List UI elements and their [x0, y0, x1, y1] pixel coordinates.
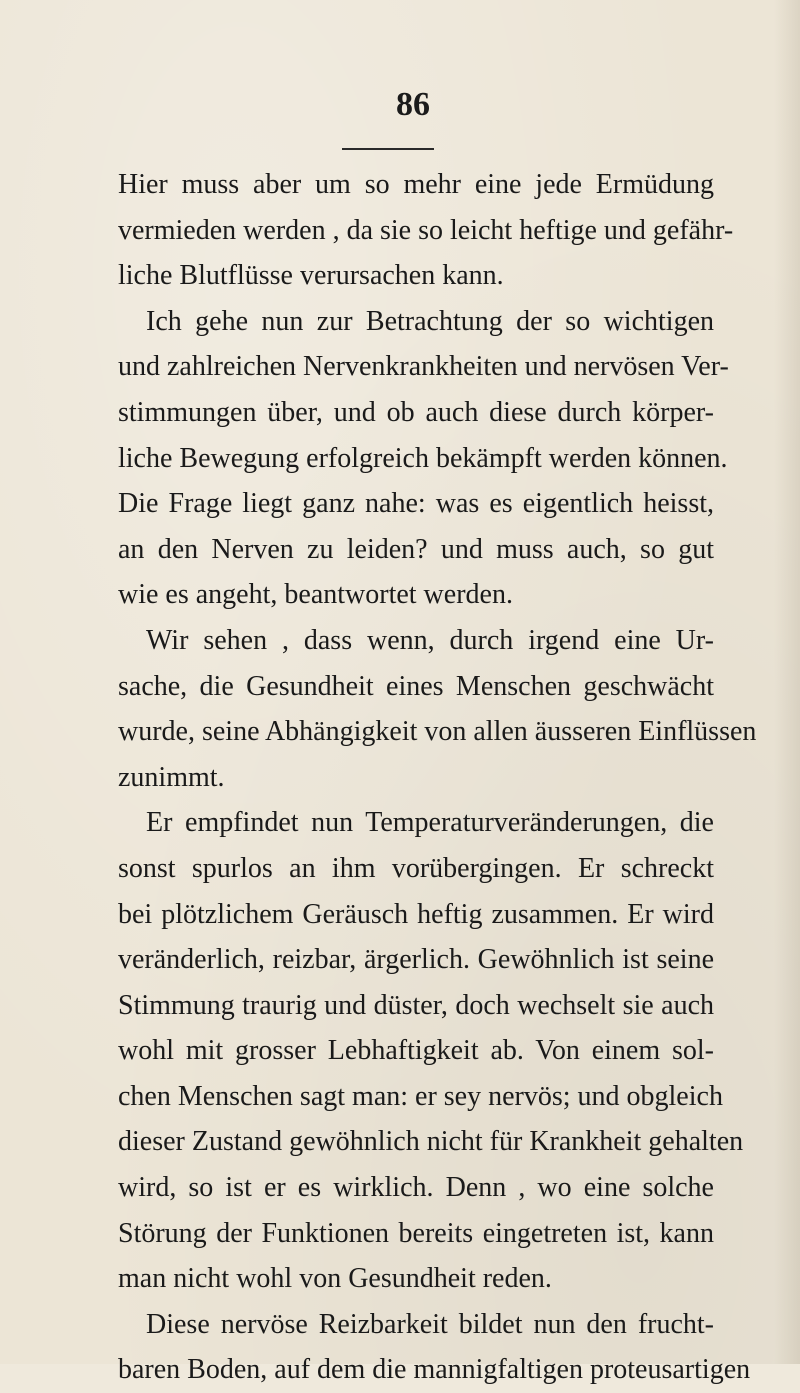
text-line: veränderlich, reizbar, ärgerlich. Gewöhnlich ist seine [118, 944, 714, 976]
text-line: dieser Zustand gewöhnlich nicht für Krankheit gehalten [118, 1126, 744, 1158]
text-line: und zahlreichen Nervenkrankheiten und nervösen Ver- [118, 351, 729, 383]
text-line: Er empfindet nun Temperaturveränderungen, die [146, 807, 714, 839]
text-line: zunimmt. [118, 761, 225, 793]
text-line: liche Bewegung erfolgreich bekämpft werden können. [118, 442, 728, 474]
text-line: Die Frage liegt ganz nahe: was es eigentlich heisst, [118, 488, 714, 520]
text-line: bei plötzlichem Geräusch heftig zusammen. Er wird [118, 898, 714, 930]
text-line: Störung der Funktionen bereits eingetreten ist, kann [118, 1217, 714, 1249]
text-line: Stimmung traurig und düster, doch wechselt sie auch [118, 989, 714, 1021]
text-line: sache, die Gesundheit eines Menschen geschwächt [118, 670, 714, 702]
text-line: man nicht wohl von Gesundheit reden. [118, 1263, 552, 1295]
text-line: baren Boden, auf dem die mannigfaltigen proteusartigen [118, 1354, 751, 1386]
page-edge-shadow [774, 0, 800, 1364]
text-line: Diese nervöse Reizbarkeit bildet nun den frucht- [146, 1308, 714, 1340]
text-line: wohl mit grosser Lebhaftigkeit ab. Von einem sol- [118, 1035, 714, 1067]
text-line: wie es angeht, beantwortet werden. [118, 579, 513, 611]
header-rule [342, 148, 434, 150]
text-line: wird, so ist er es wirklich. Denn , wo eine solche [118, 1172, 714, 1204]
text-line: wurde, seine Abhängigkeit von allen äusseren Einflüssen [118, 716, 757, 748]
text-line: stimmungen über, und ob auch diese durch körper- [118, 396, 714, 428]
text-line: Wir sehen , dass wenn, durch irgend eine Ur- [146, 624, 714, 656]
text-line: an den Nerven zu leiden? und muss auch, so gut [118, 533, 714, 565]
text-line: chen Menschen sagt man: er sey nervös; und obgleich [118, 1080, 723, 1112]
text-line: sonst spurlos an ihm vorübergingen. Er schreckt [118, 852, 714, 884]
text-line: vermieden werden , da sie so leicht heftige und gefähr- [118, 214, 734, 246]
page-number: 86 [396, 86, 430, 123]
body-text [118, 162, 757, 1393]
text-line: Hier muss aber um so mehr eine jede Ermüdung [118, 169, 714, 200]
text-line: Ich gehe nun zur Betrachtung der so wichtigen [146, 305, 714, 337]
text-line: liche Blutflüsse verursachen kann. [118, 260, 504, 292]
